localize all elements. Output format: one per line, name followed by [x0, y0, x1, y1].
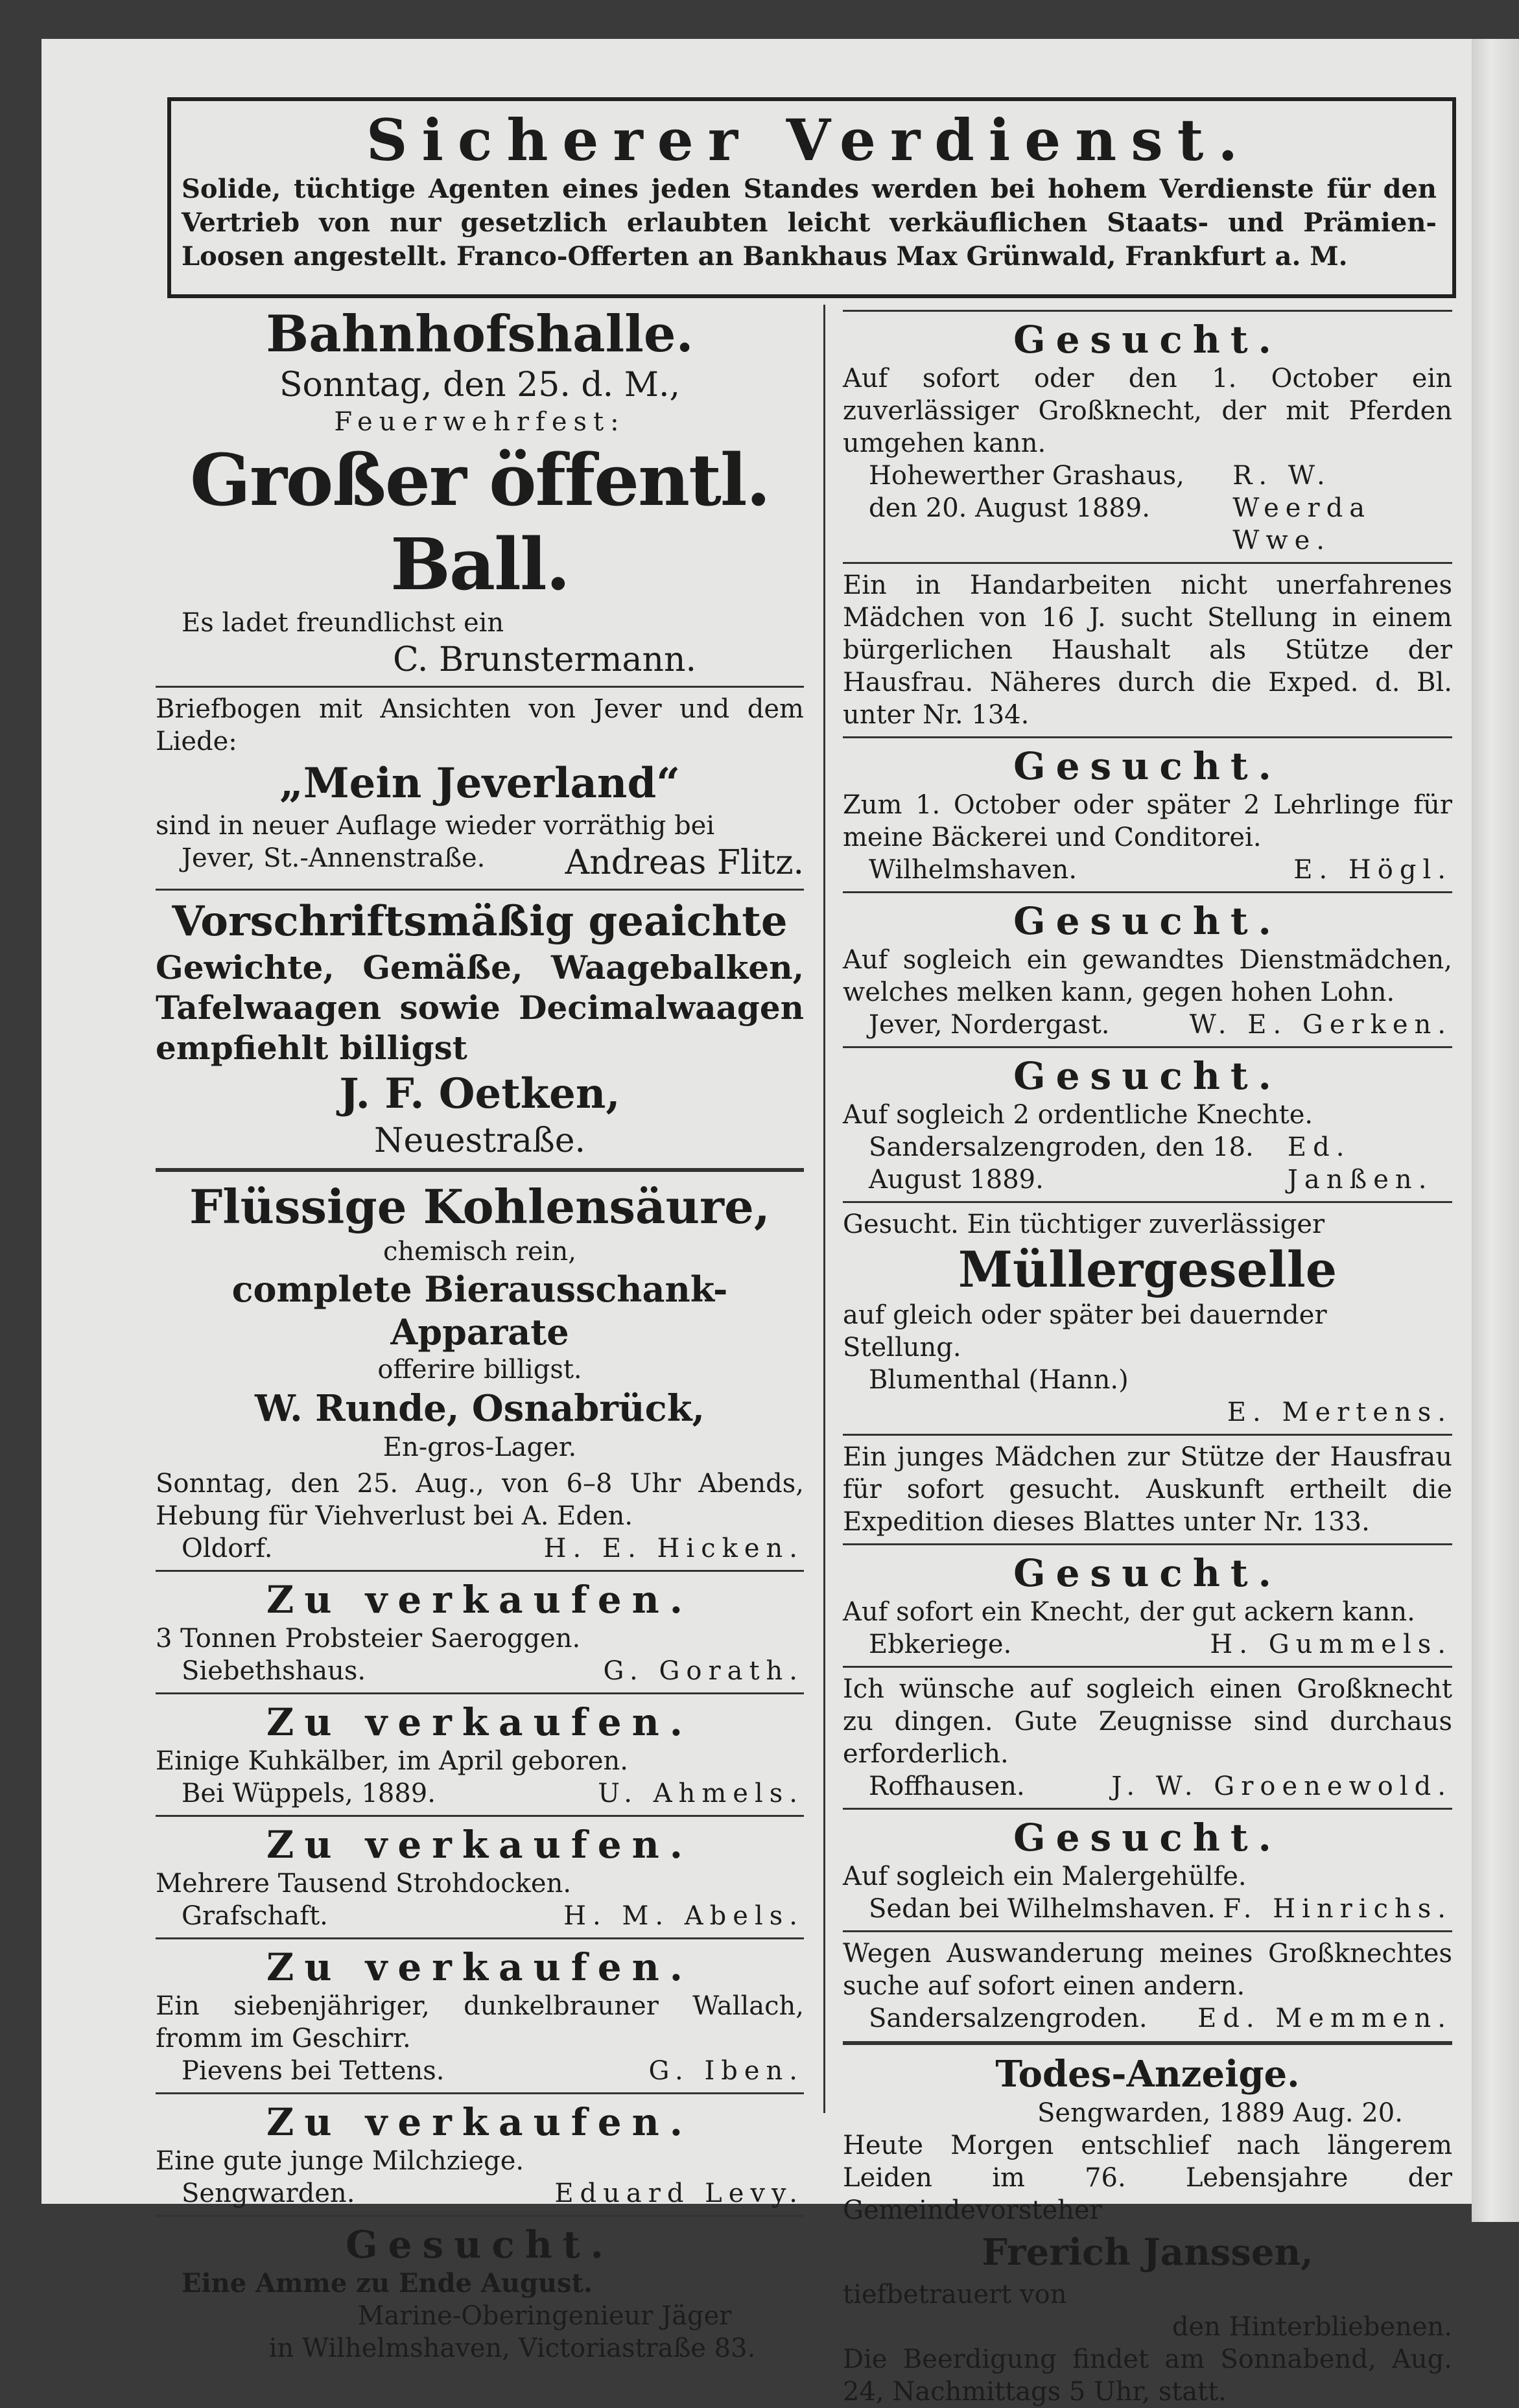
ad-signature	[843, 2002, 1452, 2035]
ad-signature	[843, 1131, 1452, 1196]
briefbogen-place: Jever, St.-Annenstraße.	[182, 843, 486, 873]
divider	[156, 2092, 804, 2094]
ad-signature	[156, 1900, 804, 1932]
banner-title: Sicherer Verdienst.	[366, 106, 1253, 174]
ad-name: U. Ahmels.	[598, 1779, 804, 1808]
ad-heading: Gesucht.	[1013, 899, 1282, 943]
todes-text: Heute Morgen entschlief nach längerem Leiden im 76. Lebensjahre der Gemeindevorsteher	[843, 2131, 1452, 2225]
ball-host: C. Brunstermann.	[392, 640, 697, 679]
ad-place: Sandersalzengroden, den 18. August 1889.	[869, 1132, 1254, 1195]
banner-ad	[167, 97, 1456, 298]
hebung-place: Oldorf.	[182, 1534, 273, 1563]
ad-name: E. Högl.	[1293, 855, 1452, 885]
hebung-name: H. E. Hicken.	[543, 1534, 804, 1563]
divider	[843, 736, 1452, 738]
mueller-place: Blumenthal (Hann.)	[869, 1365, 1129, 1395]
ad-heading: Gesucht.	[1013, 318, 1282, 362]
ad-name: F. Hinrichs.	[1223, 1894, 1452, 1924]
oetken-line1: Vorschriftsmäßig geaichte	[172, 897, 788, 946]
ad-heading: Gesucht.	[1013, 744, 1282, 788]
ad-signature	[156, 1655, 804, 1687]
briefbogen-title: „Mein Jeverland“	[279, 759, 680, 808]
ad-text: Zum 1. October oder später 2 Lehrlinge für meine Bäckerei und Conditorei.	[843, 790, 1452, 852]
ad-text: Wegen Auswanderung meines Großknechtes suche auf sofort einen andern.	[843, 1939, 1452, 2001]
ad-name: Eduard Levy.	[554, 2179, 804, 2208]
ad-text: Auf sogleich 2 ordentliche Knechte.	[843, 1100, 1313, 1130]
ad-signature	[843, 460, 1452, 557]
ad-signature	[843, 1770, 1452, 1803]
banner-body: Solide, tüchtige Agenten eines jeden Standes werden bei hohem Verdienste für den Vertrieb von nur gesetzlich erlaubten leicht verkäuflichen Staats- und Prämien-Loosen angestellt. Franco-Offerten an Bankhaus Max Grünwald, Frankfurt a. M.	[182, 174, 1437, 272]
ad-text: Einige Kuhkälber, im April geboren.	[156, 1746, 628, 1776]
ad-heading: Gesucht.	[1013, 1054, 1282, 1098]
ad-name: W. E. Gerken.	[1189, 1010, 1452, 1040]
ad-heading: Gesucht.	[1013, 1816, 1282, 1860]
ad-signature	[843, 854, 1452, 886]
divider	[156, 1937, 804, 1939]
ad-signature	[843, 1893, 1452, 1925]
ad-signature	[156, 2055, 804, 2087]
ad-text: Mehrere Tausend Strohdocken.	[156, 1869, 572, 1899]
ads-list	[843, 310, 1452, 1196]
mueller-name: E. Mertens.	[1227, 1397, 1452, 1427]
todes-line1: tiefbetrauert von	[843, 2280, 1067, 2309]
divider	[843, 1930, 1452, 1932]
divider	[156, 889, 804, 891]
ad-text: 3 Tonnen Probsteier Saeroggen.	[156, 1624, 581, 1654]
amme-text: Eine Amme zu Ende August.	[182, 2268, 593, 2298]
ad-text: Auf sogleich ein Malergehülfe.	[843, 1862, 1247, 1891]
ad-name: G. Gorath.	[603, 1656, 804, 1686]
divider	[156, 2215, 804, 2217]
left-column	[156, 305, 804, 2365]
sales-list	[156, 1570, 804, 2210]
ad-heading: Zu verkaufen.	[266, 2100, 693, 2144]
divider	[156, 686, 804, 688]
ad-heading: Zu verkaufen.	[266, 1823, 693, 1867]
ad-heading: Zu verkaufen.	[266, 1578, 693, 1622]
ads2-list	[843, 1434, 1452, 2035]
briefbogen-line2: sind in neuer Auflage wieder vorräthig bei	[156, 811, 715, 841]
briefbogen-line1: Briefbogen mit Ansichten von Jever und dem Liede:	[156, 694, 804, 756]
ad-place: Pievens bei Tettens.	[182, 2056, 445, 2086]
ad-name: Ed. Janßen.	[1287, 1132, 1433, 1195]
ad-name: H. M. Abels.	[563, 1901, 804, 1931]
ad-text: Eine gute junge Milchziege.	[156, 2146, 524, 2176]
todes-heading: Todes-Anzeige.	[995, 2053, 1300, 2096]
ball-date: Sonntag, den 25. d. M.,	[279, 366, 681, 404]
runde-line2: complete Bierausschank-Apparate	[231, 1268, 728, 1353]
ad-name: H. Gummels.	[1210, 1630, 1452, 1659]
amme-heading: Gesucht.	[346, 2223, 614, 2267]
ad-name: J. W. Groenewold.	[1111, 1771, 1452, 1801]
ad-name: R. W. Weerda Wwe.	[1232, 461, 1372, 555]
divider	[843, 2041, 1452, 2045]
ad-text: Ein in Handarbeiten nicht unerfahrenes Mädchen von 16 J. sucht Stellung in einem bürgerlichen Haushalt als Stütze der Hausfrau. Näheres durch die Exped. d. Bl. unter Nr. 134.	[843, 570, 1452, 730]
ball-occasion: Feuerwehrfest:	[334, 407, 626, 437]
briefbogen-signature	[156, 842, 804, 883]
ad-signature	[843, 1628, 1452, 1661]
divider	[843, 1543, 1452, 1545]
divider	[843, 1201, 1452, 1203]
ad-place: Sengwarden.	[182, 2179, 355, 2208]
ball-invite: Es ladet freundlichst ein	[182, 608, 504, 638]
ad-text: Auf sofort ein Knecht, der gut ackern kann.	[843, 1597, 1415, 1627]
divider	[156, 1815, 804, 1817]
divider	[843, 562, 1452, 564]
briefbogen-name: Andreas Flitz.	[565, 843, 804, 882]
runde-line1: chemisch rein,	[383, 1237, 577, 1267]
runde-line3: offerire billigst.	[377, 1355, 582, 1385]
runde-line4: En-gros-Lager.	[383, 1432, 577, 1462]
ad-heading: Gesucht.	[1013, 1551, 1282, 1595]
mueller-line1: Gesucht. Ein tüchtiger zuverlässiger	[843, 1210, 1325, 1239]
divider	[843, 310, 1452, 312]
ad-heading: Zu verkaufen.	[266, 1700, 693, 1744]
runde-title: Flüssige Kohlensäure,	[189, 1179, 770, 1234]
divider	[843, 1046, 1452, 1048]
right-column	[843, 305, 1452, 2408]
ad-place: Sandersalzengroden.	[869, 2004, 1148, 2033]
ad-text: Ich wünsche auf sogleich einen Großknecht zu dingen. Gute Zeugnisse sind durchaus erforderlich.	[843, 1674, 1452, 1769]
ad-name: Ed. Memmen.	[1197, 2004, 1452, 2033]
ad-signature	[156, 2177, 804, 2210]
hebung-signature	[156, 1532, 804, 1565]
ad-place: Roffhausen.	[869, 1771, 1025, 1801]
mueller-title: Müllergeselle	[958, 1241, 1337, 1298]
divider	[843, 1808, 1452, 1810]
column-divider	[823, 305, 825, 2113]
ad-text: Ein junges Mädchen zur Stütze der Hausfrau für sofort gesucht. Auskunft ertheilt die Expedition dieses Blattes unter Nr. 133.	[843, 1442, 1452, 1537]
oetken-name: J. F. Oetken,	[339, 1070, 620, 1118]
ad-signature	[156, 1777, 804, 1810]
divider	[843, 1666, 1452, 1668]
amme-name: Marine-Oberingenieur Jäger	[357, 2301, 732, 2331]
todes-name: Frerich Janssen,	[982, 2231, 1313, 2274]
adjacent-page-edge	[1472, 39, 1519, 2222]
todes-line3: Die Beerdigung findet am Sonnabend, Aug. 24, Nachmittags 5 Uhr, statt.	[843, 2344, 1452, 2407]
ad-place: Hohewerther Grashaus, den 20. August 1889.	[869, 461, 1184, 523]
ad-place: Grafschaft.	[182, 1901, 328, 1931]
ad-signature	[843, 1009, 1452, 1041]
ad-text: Auf sofort oder den 1. October ein zuverlässiger Großknecht, der mit Pferden umgehen kann.	[843, 364, 1452, 458]
todes-date: Sengwarden, 1889 Aug. 20.	[1037, 2098, 1403, 2128]
divider	[156, 1168, 804, 1172]
runde-name: W. Runde, Osnabrück,	[255, 1387, 705, 1430]
divider	[156, 1570, 804, 1572]
divider	[843, 891, 1452, 893]
oetken-street: Neuestraße.	[373, 1121, 585, 1160]
ad-place: Bei Wüppels, 1889.	[182, 1779, 436, 1808]
ad-place: Jever, Nordergast.	[869, 1010, 1110, 1040]
amme-place: in Wilhelmshaven, Victoriastraße 83.	[268, 2333, 756, 2363]
ad-place: Ebkeriege.	[869, 1630, 1012, 1659]
divider	[156, 1692, 804, 1694]
ad-place: Siebethshaus.	[182, 1656, 366, 1686]
ad-place: Wilhelmshaven.	[869, 855, 1077, 885]
ball-venue: Bahnhofshalle.	[266, 305, 694, 364]
ad-text: Ein siebenjähriger, dunkelbrauner Wallach, fromm im Geschirr.	[156, 1991, 804, 2053]
ad-text: Auf sogleich ein gewandtes Dienstmädchen, welches melken kann, gegen hohen Lohn.	[843, 945, 1452, 1007]
ad-place: Sedan bei Wilhelmshaven.	[869, 1894, 1216, 1924]
mueller-line2: auf gleich oder später bei dauernder Stellung.	[843, 1300, 1327, 1362]
todes-line2: den Hinterbliebenen.	[1172, 2312, 1452, 2342]
ad-name: G. Iben.	[648, 2056, 804, 2086]
ad-heading: Zu verkaufen.	[266, 1945, 693, 1989]
ball-title: Großer öffentl. Ball.	[190, 438, 770, 606]
hebung-text: Sonntag, den 25. Aug., von 6–8 Uhr Abends, Hebung für Viehverlust bei A. Eden.	[156, 1469, 804, 1531]
divider	[843, 1434, 1452, 1436]
oetken-line2: Gewichte, Gemäße, Waagebalken, Tafelwaagen sowie Decimalwaagen empfiehlt billigst	[156, 948, 804, 1067]
